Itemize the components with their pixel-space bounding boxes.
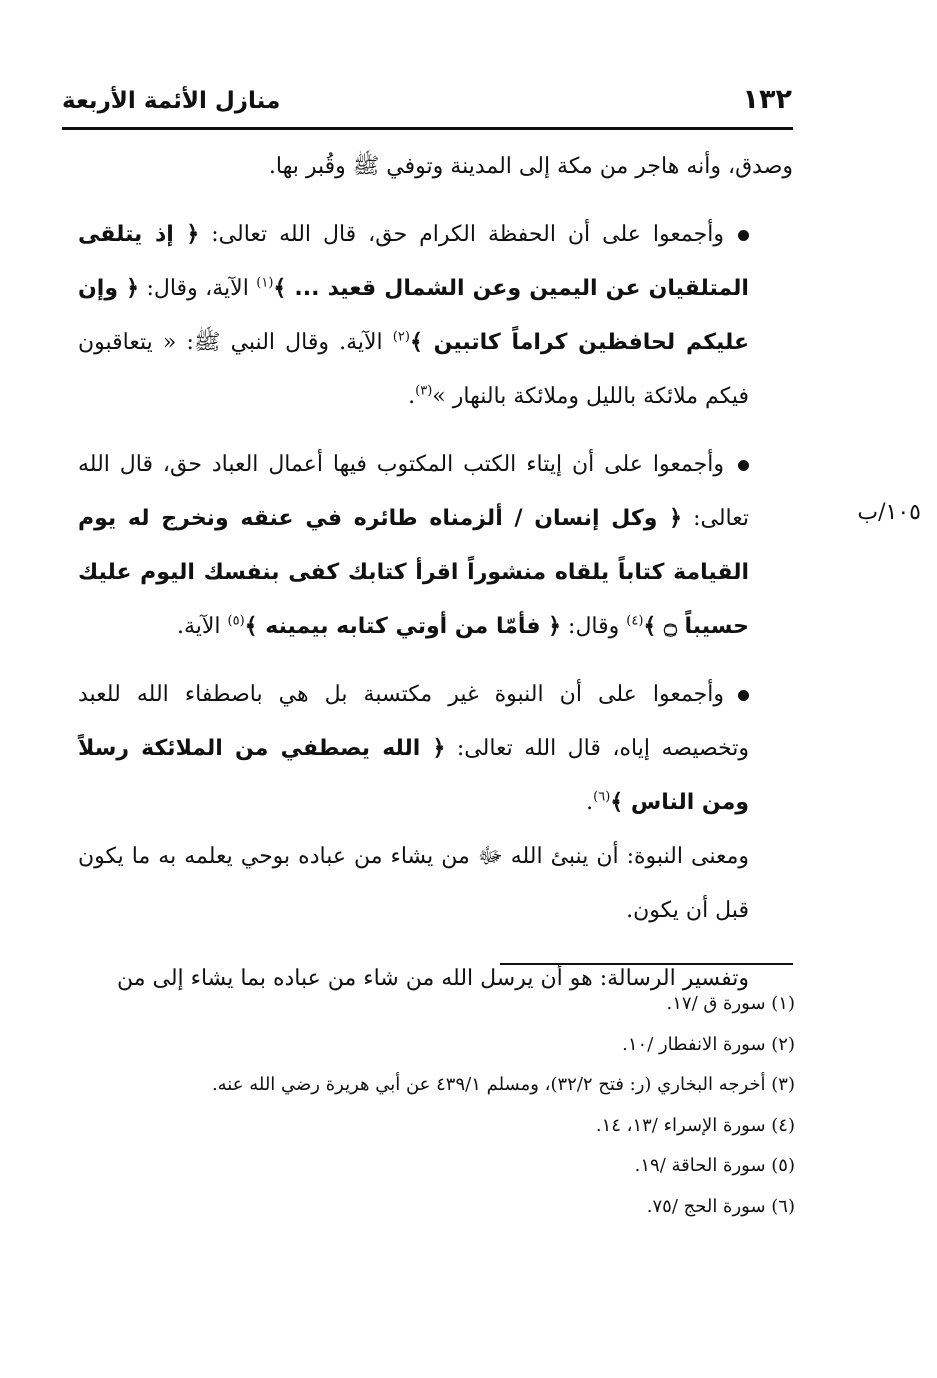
paragraph-2-text-c: الآية. وقال النبي ﷺ: « يتعاقبون فيكم ملائكة بالليل وملائكة بالنهار » (78, 330, 749, 409)
quran-quote: ﴿ الله يصطفي من الملائكة رسلاً ومن الناس ﴾ (78, 736, 749, 815)
paragraph-3-text-b: وقال: (561, 614, 627, 639)
page-number: ١٣٢ (742, 84, 792, 115)
bullet-icon (738, 230, 749, 241)
paragraph-4 (78, 668, 793, 830)
quran-quote: ﴿ وكل إنسان / ألزمناه طائره في عنقه ونخرج له يوم القيامة كتاباً يلقاه منشوراً اقرأ كتابك كفى بنفسك اليوم عليك حسيباً ۝ ﴾ (78, 506, 749, 639)
footnote-3: (٣) أخرجه البخاري (ر: فتح ٣٢/٢)، ومسلم ٤٣٩/١ عن أبي هريرة رضي الله عنه. (211, 1074, 795, 1095)
footnote-6: (٦) سورة الحج /٧٥. (646, 1195, 795, 1217)
paragraph-3 (78, 438, 793, 654)
footnote-1: (١) سورة ق /١٧. (666, 993, 795, 1014)
paragraph-4-text-a: وأجمعوا على أن النبوة غير مكتسبة بل هي باصطفاء الله للعبد وتخصيصه إياه، قال الله تعالى: (78, 682, 749, 761)
paragraph-3-text-c: الآية. (176, 614, 228, 639)
paragraph-3-text-a: وأجمعوا على أن إيتاء الكتب المكتوب فيها أعمال العباد حق، قال الله تعالى: (78, 452, 749, 531)
header-rule (62, 127, 793, 130)
bullet-icon (738, 460, 749, 471)
footnote-ref: (٣) (415, 383, 433, 399)
quran-quote: ﴿ فأمّا من أوتي كتابه بيمينه ﴾ (244, 614, 562, 639)
footnote-2: (٢) سورة الانفطار /١٠. (622, 1033, 795, 1055)
page-header (62, 84, 792, 124)
running-title: منازل الأئمة الأربعة (62, 88, 281, 114)
footnote-5: (٥) سورة الحاقة /١٩. (634, 1155, 795, 1176)
footnote-ref: (٦) (593, 789, 611, 805)
paragraph-2-text-a: وأجمعوا على أن الحفظة الكرام حق، قال الله تعالى: (199, 222, 724, 247)
paragraph-4-text-b: . (586, 790, 594, 815)
footnote-ref: (١) (256, 275, 274, 291)
margin-folio-note: ١٠٥/ب (857, 500, 921, 525)
paragraph-6: وتفسير الرسالة: هو أن يرسل الله من شاء من عباده بما يشاء إلى من (116, 966, 749, 991)
paragraph-1: وصدق، وأنه هاجر من مكة إلى المدينة وتوفي ﷺ وقُبر بها. (268, 154, 793, 179)
footnote-ref: (٤) (626, 613, 644, 629)
footnote-ref: (٢) (392, 329, 410, 345)
paragraph-2-text-b: الآية، وقال: (139, 276, 257, 301)
paragraph-5: ومعنى النبوة: أن ينبئ الله ﷻ من يشاء من عباده بوحي يعلمه به ما يكون قبل أن يكون. (78, 844, 749, 923)
main-text (78, 140, 793, 1006)
footnotes (62, 984, 795, 1227)
paragraph-2-text-d: . (408, 384, 416, 409)
quran-quote: ﴿ إذ يتلقى المتلقيان عن اليمين وعن الشمال قعيد ... ﴾ (78, 222, 749, 301)
footnote-4: (٤) سورة الإسراء /١٣، ١٤. (595, 1114, 795, 1136)
footnote-ref: (٥) (227, 613, 245, 629)
paragraph-2 (78, 208, 793, 424)
bullet-icon (738, 690, 749, 701)
footnote-rule (500, 963, 793, 965)
quran-quote: ﴿ وإن عليكم لحافظين كراماً كاتبين ﴾ (78, 276, 749, 355)
